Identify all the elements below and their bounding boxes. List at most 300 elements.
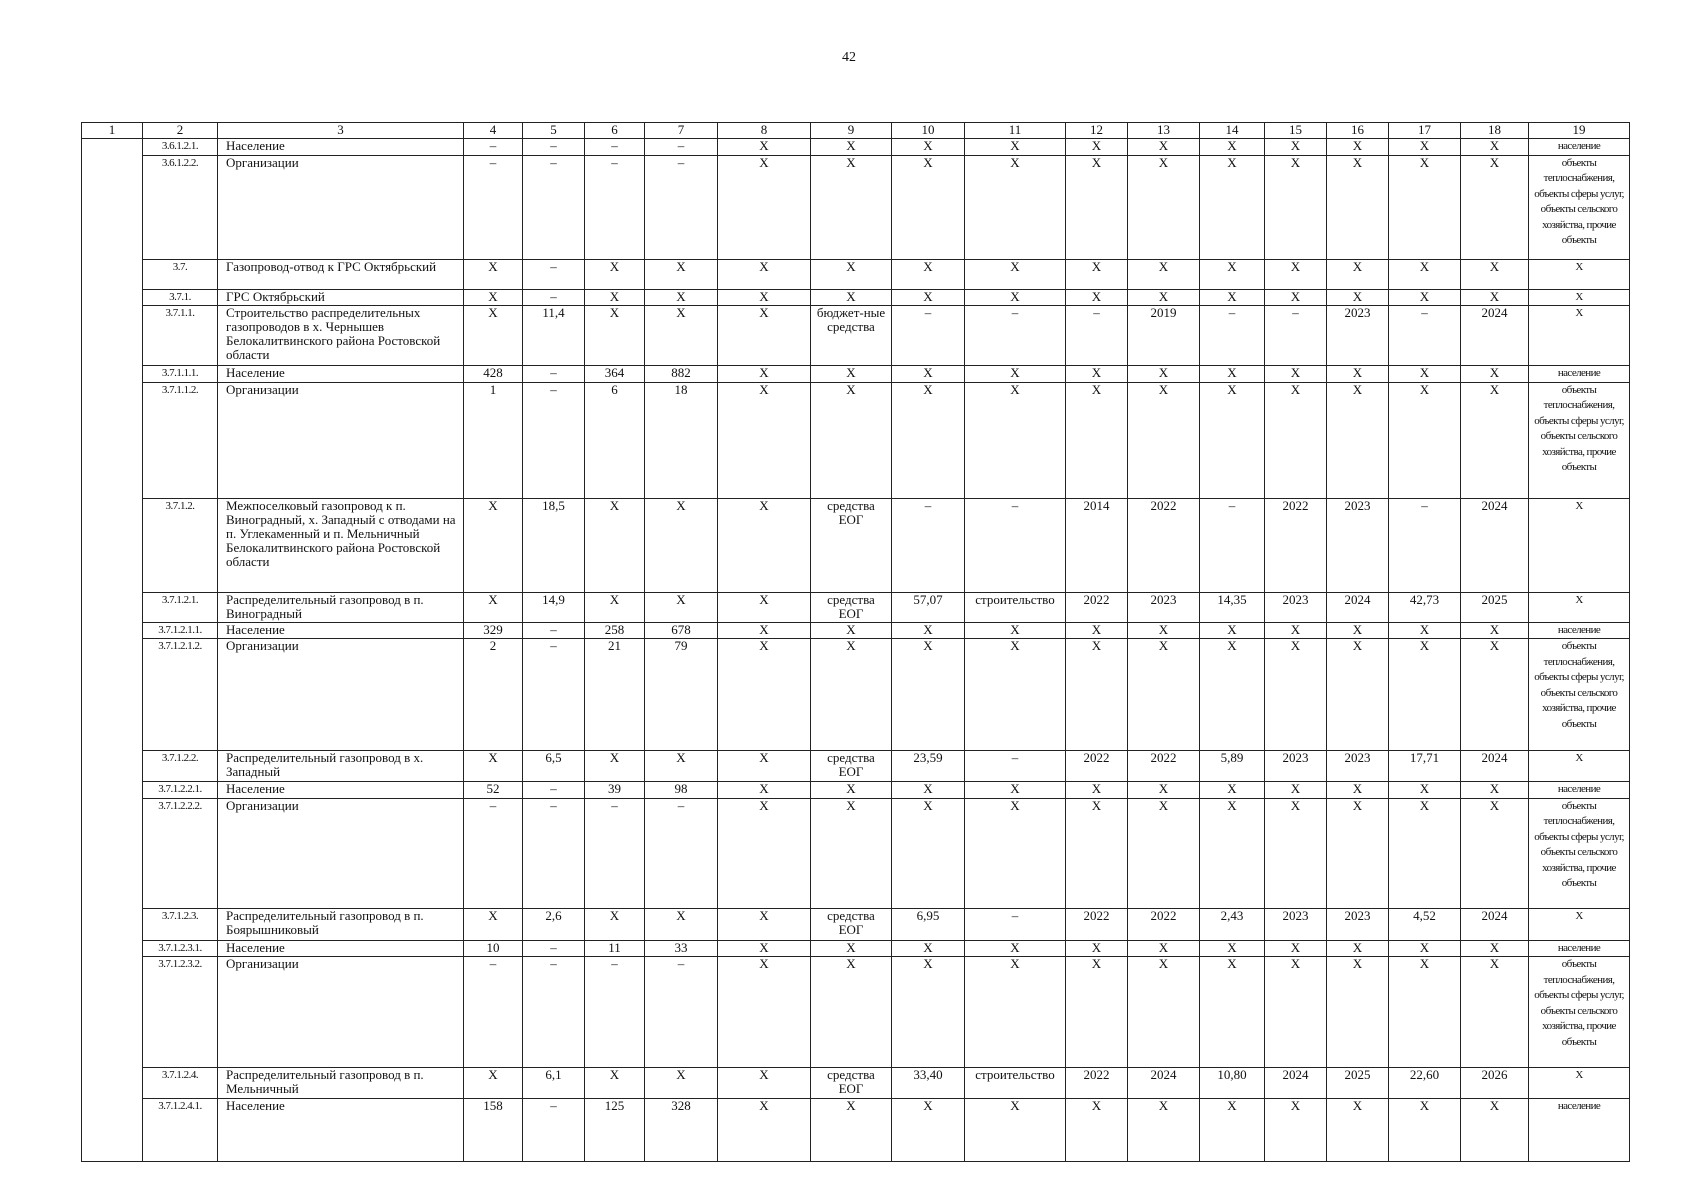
table-cell: Х [811, 957, 892, 1068]
group-cell [82, 139, 143, 1162]
table-row [82, 782, 1630, 799]
table-cell: 2022 [1128, 908, 1200, 940]
table-cell: 882 [645, 366, 718, 383]
table-cell: Х [892, 798, 965, 908]
table-cell: Х [1389, 259, 1461, 289]
row-category: Х [1529, 498, 1630, 592]
table-cell: Х [892, 155, 965, 259]
table-cell: Х [1066, 798, 1128, 908]
row-name: Организации [218, 798, 464, 908]
table-cell: Х [1327, 139, 1389, 156]
column-header: 6 [585, 123, 645, 139]
table-cell: Х [965, 382, 1066, 498]
table-cell: Х [811, 259, 892, 289]
table-cell: Х [811, 366, 892, 383]
table-row [82, 289, 1630, 306]
column-header: 7 [645, 123, 718, 139]
table-cell: – [892, 498, 965, 592]
table-cell: Х [1461, 782, 1529, 799]
table-cell: Х [892, 382, 965, 498]
table-cell: – [523, 622, 585, 639]
row-name: Распределительный газопровод в п. Мельничный [218, 1068, 464, 1099]
column-header: 1 [82, 123, 143, 139]
row-name: Организации [218, 957, 464, 1068]
table-cell: – [645, 957, 718, 1068]
table-cell: 2023 [1327, 908, 1389, 940]
table-cell: 52 [464, 782, 523, 799]
row-code: 3.7.1.1. [143, 306, 218, 366]
table-cell: – [1389, 306, 1461, 366]
table-cell: Х [965, 940, 1066, 957]
table-cell: Х [1389, 366, 1461, 383]
table-cell: Х [892, 639, 965, 751]
table-cell: – [645, 155, 718, 259]
row-category: Х [1529, 259, 1630, 289]
table-cell: 2023 [1265, 751, 1327, 782]
row-name: Население [218, 782, 464, 799]
row-category: население [1529, 1099, 1630, 1162]
table-row [82, 498, 1630, 592]
table-cell: 2024 [1128, 1068, 1200, 1099]
table-cell: 2024 [1327, 592, 1389, 622]
table-cell: строительство [965, 592, 1066, 622]
table-cell: Х [892, 1099, 965, 1162]
table-cell: Х [1389, 155, 1461, 259]
table-cell: Х [1461, 366, 1529, 383]
table-cell: – [523, 366, 585, 383]
table-cell: Х [811, 139, 892, 156]
column-header: 15 [1265, 123, 1327, 139]
table-cell: 21 [585, 639, 645, 751]
column-header: 10 [892, 123, 965, 139]
table-cell: Х [1066, 957, 1128, 1068]
table-cell: Х [1265, 957, 1327, 1068]
table-cell: Х [1461, 639, 1529, 751]
table-cell: Х [1265, 798, 1327, 908]
table-cell: – [523, 798, 585, 908]
table-cell: Х [965, 622, 1066, 639]
table-cell: Х [1461, 289, 1529, 306]
row-name: Население [218, 1099, 464, 1162]
table-cell: Х [1200, 622, 1265, 639]
table-cell: 4,52 [1389, 908, 1461, 940]
table-row [82, 306, 1630, 366]
table-row [82, 382, 1630, 498]
table-cell: 2023 [1327, 751, 1389, 782]
table-cell: 428 [464, 366, 523, 383]
table-cell: Х [585, 1068, 645, 1099]
table-cell: Х [965, 639, 1066, 751]
table-cell: – [523, 139, 585, 156]
table-cell: Х [1389, 639, 1461, 751]
data-table [81, 122, 1630, 1162]
table-cell: Х [965, 289, 1066, 306]
table-cell: Х [464, 259, 523, 289]
table-cell: 2022 [1066, 592, 1128, 622]
table-cell: Х [718, 289, 811, 306]
table-cell: Х [1389, 798, 1461, 908]
table-cell: – [645, 798, 718, 908]
table-cell: Х [1265, 139, 1327, 156]
row-name: Население [218, 940, 464, 957]
table-cell: бюджет-ные средства [811, 306, 892, 366]
table-cell: – [464, 155, 523, 259]
table-cell: – [1265, 306, 1327, 366]
table-cell: Х [1265, 289, 1327, 306]
table-cell: Х [1265, 1099, 1327, 1162]
row-category: Х [1529, 289, 1630, 306]
table-cell: Х [1128, 622, 1200, 639]
table-cell: строительство [965, 1068, 1066, 1099]
table-cell: 6,5 [523, 751, 585, 782]
table-cell: – [645, 139, 718, 156]
table-cell: 2 [464, 639, 523, 751]
row-category: население [1529, 622, 1630, 639]
table-cell: – [523, 782, 585, 799]
table-cell: Х [1265, 782, 1327, 799]
row-code: 3.7.1.1.2. [143, 382, 218, 498]
table-cell: Х [585, 498, 645, 592]
table-cell: 6 [585, 382, 645, 498]
table-cell: Х [1066, 1099, 1128, 1162]
table-cell: Х [645, 751, 718, 782]
table-row [82, 957, 1630, 1068]
table-cell: Х [1327, 782, 1389, 799]
table-cell: – [523, 1099, 585, 1162]
table-cell: Х [1327, 155, 1389, 259]
column-header: 18 [1461, 123, 1529, 139]
table-cell: 17,71 [1389, 751, 1461, 782]
row-category: население [1529, 782, 1630, 799]
table-cell: Х [718, 1068, 811, 1099]
table-cell: Х [892, 139, 965, 156]
table-cell: Х [811, 622, 892, 639]
row-name: Межпоселковый газопровод к п. Виноградный, х. Западный с отводами на п. Углекаменный и п. Мельничный Белокалитвинского района Ростовской области [218, 498, 464, 592]
page-number: 42 [842, 50, 856, 65]
table-cell: Х [1128, 366, 1200, 383]
table-cell: Х [585, 306, 645, 366]
table-cell: Х [1327, 1099, 1389, 1162]
table-cell: – [523, 259, 585, 289]
table-cell: 5,89 [1200, 751, 1265, 782]
table-cell: 2023 [1327, 306, 1389, 366]
table-row [82, 139, 1630, 156]
table-cell: – [585, 798, 645, 908]
table-cell: Х [965, 782, 1066, 799]
table-cell: 328 [645, 1099, 718, 1162]
table-cell: средства ЕОГ [811, 498, 892, 592]
table-cell: Х [811, 289, 892, 306]
table-cell: Х [1327, 940, 1389, 957]
table-cell: – [464, 798, 523, 908]
table-cell: 6,95 [892, 908, 965, 940]
table-row [82, 908, 1630, 940]
table-cell: Х [1461, 382, 1529, 498]
table-cell: 2023 [1265, 908, 1327, 940]
row-code: 3.7.1. [143, 289, 218, 306]
header-row [82, 123, 1630, 139]
table-row [82, 1068, 1630, 1099]
table-cell: 79 [645, 639, 718, 751]
table-row [82, 622, 1630, 639]
table-cell: Х [1066, 366, 1128, 383]
row-code: 3.6.1.2.2. [143, 155, 218, 259]
table-row [82, 639, 1630, 751]
table-cell: Х [464, 592, 523, 622]
table-cell: – [523, 940, 585, 957]
table-cell: Х [1200, 289, 1265, 306]
table-cell: – [585, 139, 645, 156]
table-cell: Х [892, 782, 965, 799]
table-cell: Х [965, 139, 1066, 156]
table-cell: Х [718, 751, 811, 782]
table-cell: Х [1128, 639, 1200, 751]
table-cell: 2024 [1461, 751, 1529, 782]
table-cell: Х [1327, 366, 1389, 383]
row-name: Распределительный газопровод в х. Западный [218, 751, 464, 782]
table-cell: Х [1066, 155, 1128, 259]
table-cell: Х [1389, 289, 1461, 306]
table-cell: Х [718, 639, 811, 751]
row-code: 3.7.1.2.2. [143, 751, 218, 782]
row-name: Распределительный газопровод в п. Виноградный [218, 592, 464, 622]
table-cell: Х [1265, 622, 1327, 639]
table-cell: 2,6 [523, 908, 585, 940]
table-cell: 2022 [1128, 498, 1200, 592]
table-cell: Х [1200, 155, 1265, 259]
table-cell: 18,5 [523, 498, 585, 592]
row-code: 3.7.1.2.2.1. [143, 782, 218, 799]
table-cell: Х [1128, 798, 1200, 908]
table-cell: 2026 [1461, 1068, 1529, 1099]
table-cell: Х [965, 798, 1066, 908]
table-cell: 10 [464, 940, 523, 957]
table-cell: Х [1128, 155, 1200, 259]
table-cell: 11,4 [523, 306, 585, 366]
row-code: 3.7.1.2.1.2. [143, 639, 218, 751]
table-cell: Х [1265, 155, 1327, 259]
table-cell: Х [718, 498, 811, 592]
column-header: 5 [523, 123, 585, 139]
table-cell: средства ЕОГ [811, 1068, 892, 1099]
row-name: Организации [218, 639, 464, 751]
table-cell: 2019 [1128, 306, 1200, 366]
table-cell: Х [585, 259, 645, 289]
table-cell: 329 [464, 622, 523, 639]
table-cell: Х [1461, 259, 1529, 289]
column-header: 8 [718, 123, 811, 139]
table-cell: Х [811, 382, 892, 498]
table-cell: Х [1265, 940, 1327, 957]
table-cell: Х [464, 751, 523, 782]
table-cell: Х [811, 1099, 892, 1162]
row-name: Строительство распределительных газопроводов в х. Чернышев Белокалитвинского района Ростовской области [218, 306, 464, 366]
table-cell: – [585, 155, 645, 259]
table-cell: – [523, 957, 585, 1068]
column-header: 9 [811, 123, 892, 139]
row-category: объекты теплоснабжения, объекты сферы услуг, объекты сельского хозяйства, прочие объекты [1529, 639, 1630, 751]
row-name: Газопровод-отвод к ГРС Октябрьский [218, 259, 464, 289]
table-cell: 2022 [1066, 751, 1128, 782]
table-cell: 14,9 [523, 592, 585, 622]
table-cell: Х [645, 289, 718, 306]
table-cell: – [523, 639, 585, 751]
row-category: Х [1529, 751, 1630, 782]
table-cell: Х [1128, 382, 1200, 498]
row-name: Население [218, 139, 464, 156]
table-cell: – [965, 751, 1066, 782]
table-cell: Х [1327, 289, 1389, 306]
table-cell: – [1066, 306, 1128, 366]
table-cell: Х [718, 957, 811, 1068]
column-header: 3 [218, 123, 464, 139]
table-cell: Х [645, 306, 718, 366]
table-cell: Х [464, 498, 523, 592]
table-cell: Х [1461, 1099, 1529, 1162]
table-cell: средства ЕОГ [811, 908, 892, 940]
column-header: 2 [143, 123, 218, 139]
row-code: 3.7.1.2.3.2. [143, 957, 218, 1068]
table-cell: 2,43 [1200, 908, 1265, 940]
table-cell: – [1389, 498, 1461, 592]
table-cell: Х [645, 592, 718, 622]
row-code: 3.7.1.1.1. [143, 366, 218, 383]
table-cell: Х [811, 798, 892, 908]
row-category: объекты теплоснабжения, объекты сферы услуг, объекты сельского хозяйства, прочие объекты [1529, 798, 1630, 908]
table-cell: Х [892, 957, 965, 1068]
table-cell: Х [1265, 639, 1327, 751]
row-code: 3.7.1.2.4.1. [143, 1099, 218, 1162]
table-cell: Х [1128, 940, 1200, 957]
row-category: население [1529, 139, 1630, 156]
table-cell: Х [1265, 366, 1327, 383]
table-cell: Х [1265, 382, 1327, 498]
table-cell: Х [585, 592, 645, 622]
table-cell: Х [718, 592, 811, 622]
table-row [82, 751, 1630, 782]
table-cell: Х [1066, 382, 1128, 498]
table-cell: 2023 [1327, 498, 1389, 592]
table-cell: 39 [585, 782, 645, 799]
table-cell: 364 [585, 366, 645, 383]
table-cell: 2023 [1128, 592, 1200, 622]
table-cell: – [892, 306, 965, 366]
table-cell: Х [718, 798, 811, 908]
column-header: 13 [1128, 123, 1200, 139]
table-row [82, 259, 1630, 289]
table-cell: Х [1327, 798, 1389, 908]
table-cell: 10,80 [1200, 1068, 1265, 1099]
table-cell: 2024 [1265, 1068, 1327, 1099]
table-cell: Х [718, 782, 811, 799]
table-cell: Х [1128, 1099, 1200, 1162]
table-cell: Х [1200, 957, 1265, 1068]
table-cell: Х [892, 289, 965, 306]
column-header: 4 [464, 123, 523, 139]
table-cell: 2023 [1265, 592, 1327, 622]
table-cell: 98 [645, 782, 718, 799]
row-category: население [1529, 940, 1630, 957]
row-name: Распределительный газопровод в п. Боярышниковый [218, 908, 464, 940]
table-cell: Х [965, 366, 1066, 383]
table-cell: Х [1066, 139, 1128, 156]
table-cell: 258 [585, 622, 645, 639]
table-cell: Х [464, 908, 523, 940]
table-cell: Х [718, 306, 811, 366]
column-header: 16 [1327, 123, 1389, 139]
table-cell: Х [1461, 155, 1529, 259]
table-cell: Х [1128, 289, 1200, 306]
row-code: 3.7.1.2.3.1. [143, 940, 218, 957]
table-cell: 2024 [1461, 908, 1529, 940]
row-category: Х [1529, 592, 1630, 622]
row-code: 3.6.1.2.1. [143, 139, 218, 156]
table-cell: Х [1128, 139, 1200, 156]
table-cell: Х [1128, 259, 1200, 289]
table-cell: 2022 [1066, 1068, 1128, 1099]
table-cell: Х [1066, 782, 1128, 799]
table-cell: Х [645, 908, 718, 940]
table-cell: Х [1200, 639, 1265, 751]
table-cell: Х [1389, 622, 1461, 639]
table-cell: – [965, 908, 1066, 940]
row-name: Организации [218, 382, 464, 498]
table-cell: Х [645, 1068, 718, 1099]
table-cell: – [965, 498, 1066, 592]
table-row [82, 1099, 1630, 1162]
table-cell: 2022 [1128, 751, 1200, 782]
row-code: 3.7.1.2. [143, 498, 218, 592]
table-cell: Х [1389, 940, 1461, 957]
table-cell: Х [718, 139, 811, 156]
row-code: 3.7. [143, 259, 218, 289]
table-cell: – [585, 957, 645, 1068]
table-cell: Х [1128, 782, 1200, 799]
table-cell: Х [892, 940, 965, 957]
table-cell: Х [1327, 622, 1389, 639]
table-cell: – [464, 139, 523, 156]
table-cell: Х [1066, 289, 1128, 306]
table-cell: 2022 [1265, 498, 1327, 592]
table-cell: Х [1066, 259, 1128, 289]
row-category: объекты теплоснабжения, объекты сферы услуг, объекты сельского хозяйства, прочие объекты [1529, 957, 1630, 1068]
table-cell: 2024 [1461, 306, 1529, 366]
table-cell: 22,60 [1389, 1068, 1461, 1099]
row-category: Х [1529, 1068, 1630, 1099]
table-cell: средства ЕОГ [811, 751, 892, 782]
table-cell: Х [965, 957, 1066, 1068]
table-cell: 2025 [1461, 592, 1529, 622]
row-code: 3.7.1.2.2.2. [143, 798, 218, 908]
table-cell: Х [1200, 798, 1265, 908]
table-row [82, 155, 1630, 259]
table-cell: Х [1066, 622, 1128, 639]
table-cell: 1 [464, 382, 523, 498]
table-cell: Х [1200, 782, 1265, 799]
table-cell: Х [1389, 382, 1461, 498]
table-cell: Х [1389, 957, 1461, 1068]
table-cell: Х [1327, 259, 1389, 289]
table-cell: Х [892, 366, 965, 383]
table-cell: 14,35 [1200, 592, 1265, 622]
row-name: ГРС Октябрьский [218, 289, 464, 306]
table-cell: Х [718, 940, 811, 957]
row-name: Население [218, 366, 464, 383]
row-code: 3.7.1.2.1.1. [143, 622, 218, 639]
table-cell: – [523, 155, 585, 259]
row-category: население [1529, 366, 1630, 383]
table-cell: Х [1389, 139, 1461, 156]
